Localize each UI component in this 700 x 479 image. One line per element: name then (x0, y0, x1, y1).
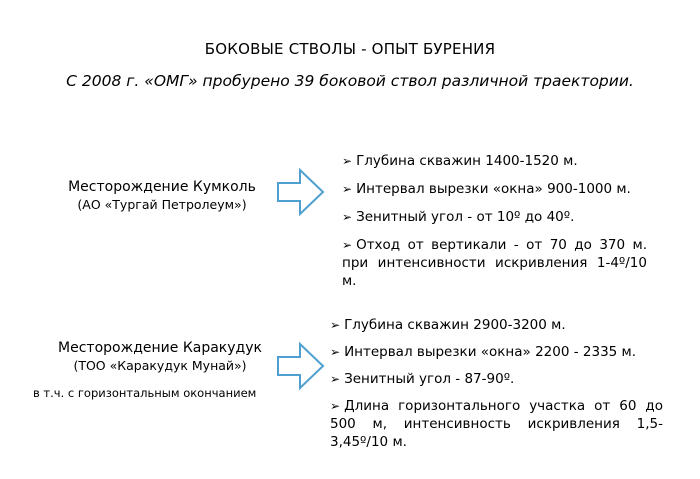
field-2-company: (ТОО «Каракудук Мунай») (73, 358, 247, 373)
list-item: ➢ Интервал вырезки «окна» 900-1000 м. (342, 181, 631, 197)
list-item: ➢ Зенитный угол - от 10º до 40º. (342, 209, 575, 225)
field-1-label (52, 178, 272, 214)
list-item: ➢ Отход от вертикали - от 70 до 370 м. при интенсивности искривления 1-4º/10 м. (342, 237, 647, 289)
right-arrow-icon (276, 167, 326, 217)
field-2-label (40, 339, 280, 375)
field-2-note: в т.ч. с горизонтальным окончанием (33, 386, 257, 400)
list-item: ➢ Глубина скважин 1400-1520 м. (342, 153, 578, 169)
bullet-arrow-icon: ➢ (342, 238, 353, 252)
bullet-arrow-icon: ➢ (342, 182, 353, 196)
bullet-arrow-icon: ➢ (330, 318, 341, 332)
right-arrow-icon (276, 341, 326, 391)
bullet-arrow-icon: ➢ (330, 345, 341, 359)
page-title: БОКОВЫЕ СТВОЛЫ - ОПЫТ БУРЕНИЯ (204, 40, 496, 58)
list-item: ➢ Интервал вырезки «окна» 2200 - 2335 м. (330, 344, 637, 360)
list-item: ➢ Зенитный угол - 87-90º. (330, 371, 515, 387)
field-1-name: Месторождение Кумколь (68, 179, 256, 195)
list-item: ➢ Глубина скважин 2900-3200 м. (330, 317, 566, 333)
list-item: ➢ Длина горизонтального участка от 60 до 500 м, интенсивность искривления 1,5-3,45º/10 м. (330, 398, 663, 450)
field-2-details (330, 316, 663, 460)
field-1-company: (АО «Тургай Петролеум») (77, 197, 247, 212)
bullet-arrow-icon: ➢ (330, 399, 341, 413)
bullet-arrow-icon: ➢ (330, 372, 341, 386)
field-1-details (342, 152, 647, 300)
field-2-name: Месторождение Каракудук (58, 340, 262, 356)
bullet-arrow-icon: ➢ (342, 210, 353, 224)
page-subtitle: С 2008 г. «ОМГ» пробурено 39 боковой ствол различной траектории. (66, 72, 634, 90)
bullet-arrow-icon: ➢ (342, 154, 353, 168)
